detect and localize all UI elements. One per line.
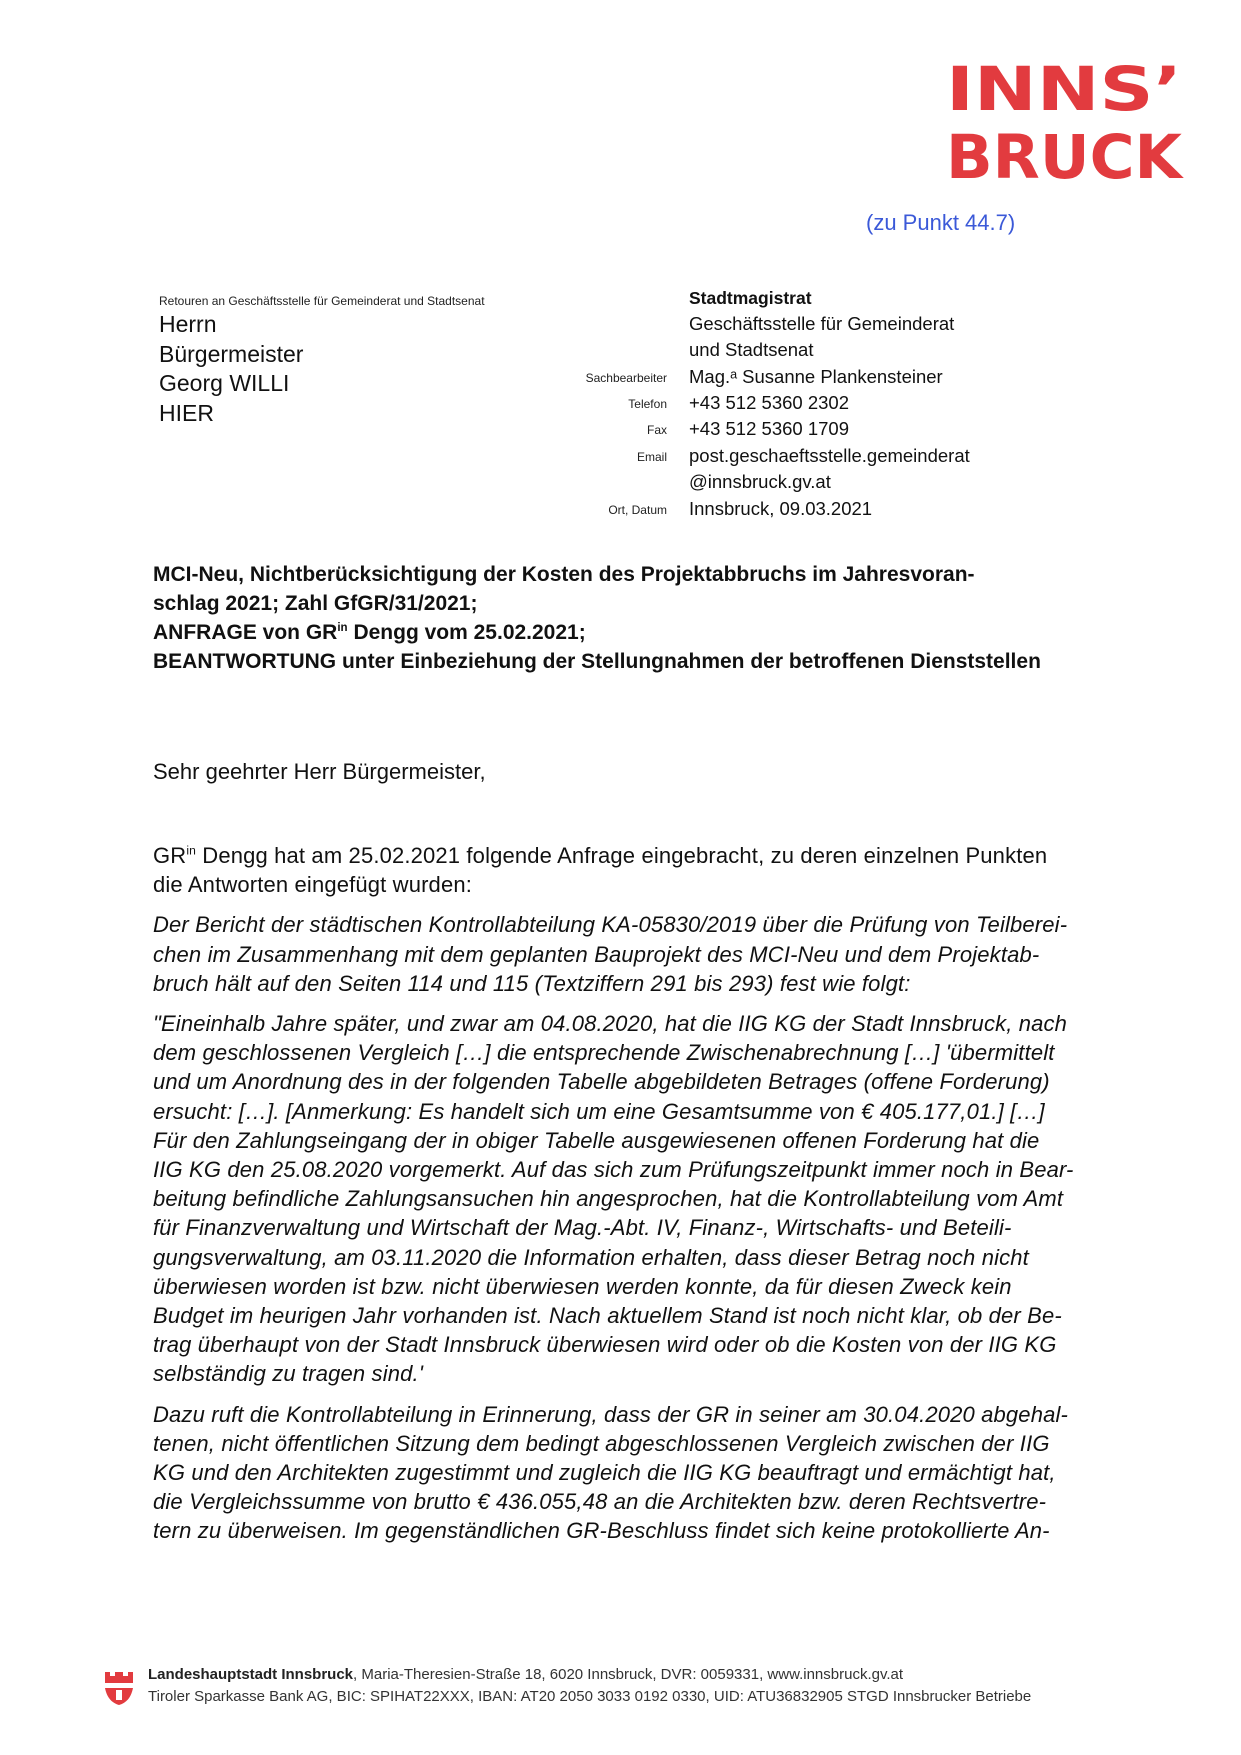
quote-paragraph-1 xyxy=(153,910,1143,998)
topic-reference: (zu Punkt 44.7) xyxy=(866,210,1016,235)
footer xyxy=(104,1666,1204,1716)
email-value-line1: post.geschaeftsstelle.gemeinderat xyxy=(689,445,970,466)
sender-clerk-row xyxy=(440,366,1240,392)
subject-line: ANFRAGE von $GR^{in}$ Dengg vom 25.02.2021; xyxy=(153,621,586,644)
email-label: Email xyxy=(636,450,667,464)
text-line: Der Bericht der städtischen Kontrollabteilung KA-05830/2019 über die Prüfung von Teilberei- xyxy=(153,912,1068,938)
text-line: ersucht: […]. [Anmerkung: Es handelt sich um eine Gesamtsumme von € 405.177,01.] […] xyxy=(153,1098,1045,1124)
sender-email-row xyxy=(440,445,1240,471)
text-line: überwiesen worden ist bzw. nicht überwiesen werden konnte, da für diesen Zweck kein xyxy=(153,1273,1012,1299)
footer-bank-line: Tiroler Sparkasse Bank AG, BIC: SPIHAT22XXX, IBAN: AT20 2050 3033 0192 0330, UID: ATU36832905 STGD Innsbrucker Betriebe xyxy=(148,1688,1032,1705)
text-line: trag überhaupt von der Stadt Innsbruck überwiesen wird oder ob die Kosten von der IIG KG xyxy=(153,1332,1057,1358)
text-line: die Vergleichssumme von brutto € 436.055,48 an die Architekten bzw. deren Rechtsvertre- xyxy=(153,1489,1047,1515)
text-line: bruch hält auf den Seiten 114 und 115 (Textziffern 291 bis 293) fest wie folgt: xyxy=(153,970,911,996)
text-line: tern zu überweisen. Im gegenständlichen GR-Beschluss findet sich keine protokollierte An- xyxy=(153,1518,1050,1544)
sender-email-row xyxy=(440,471,1240,497)
sender-fax-row xyxy=(440,418,1240,444)
text-line: "Eineinhalb Jahre später, und zwar am 04.08.2020, hat die IIG KG der Stadt Innsbruck, nach xyxy=(153,1011,1068,1037)
sender-dept-row xyxy=(440,313,1240,339)
text-line: und um Anordnung des in der folgenden Tabelle abgebildeten Betrages (offene Forderung) xyxy=(153,1069,1050,1095)
text-line: Budget im heurigen Jahr vorhanden ist. Nach aktuellem Stand ist noch nicht klar, ob der Be- xyxy=(153,1303,1062,1329)
sender-phone-row xyxy=(440,392,1240,418)
text-line: für Finanzverwaltung und Wirtschaft der Mag.-Abt. IV, Finanz-, Wirtschafts- und Beteili- xyxy=(153,1215,1012,1241)
date-label: Ort, Datum xyxy=(608,503,667,517)
recipient-line: Bürgermeister xyxy=(159,340,304,367)
sender-dept-line1: Geschäftsstelle für Gemeinderat xyxy=(689,313,955,334)
recipient-line: HIER xyxy=(159,399,214,426)
text-line: IIG KG den 25.08.2020 vorgemerkt. Auf das sich zum Prüfungszeitpunkt immer noch in Bear- xyxy=(153,1157,1074,1183)
text-line: gungsverwaltung, am 03.11.2020 die Information erhalten, dass dieser Betrag noch nicht xyxy=(153,1244,1029,1270)
text-line: tenen, nicht öffentlichen Sitzung dem bedingt abgeschlossenen Vergleich zwischen der IIG xyxy=(153,1430,1050,1456)
logo-line1: INNS’ xyxy=(946,54,1182,125)
fax-value: +43 512 5360 1709 xyxy=(689,418,849,439)
sender-dept-row xyxy=(440,339,1240,365)
email-value-line2: @innsbruck.gv.at xyxy=(689,471,831,492)
text-line: selbständig zu tragen sind.' xyxy=(153,1361,424,1387)
intro-paragraph xyxy=(153,841,1143,899)
text-line: Dazu ruft die Kontrollabteilung in Erinnerung, dass der GR in seiner am 30.04.2020 abgehal- xyxy=(153,1401,1068,1427)
innsbruck-logo xyxy=(946,54,1196,182)
recipient-line: Herrn xyxy=(159,311,217,337)
sender-office: Stadtmagistrat xyxy=(689,288,812,308)
return-address-line: Retouren an Geschäftsstelle für Gemeinderat und Stadtsenat xyxy=(159,294,485,308)
clerk-value: Mag.ᵃ Susanne Plankensteiner xyxy=(689,366,943,387)
footer-address-line: Landeshauptstadt Innsbruck, Maria-Theresien-Straße 18, 6020 Innsbruck, DVR: 0059331, www.innsbruck.gv.at xyxy=(148,1666,904,1683)
subject-line: schlag 2021; Zahl GfGR/31/2021; xyxy=(153,592,478,615)
text-line: beitung befindliche Zahlungsansuchen hin angesprochen, hat die Kontrollabteilung vom Amt xyxy=(153,1186,1064,1212)
subject-line: MCI-Neu, Nichtberücksichtigung der Kosten des Projektabbruchs im Jahresvoran- xyxy=(153,563,975,586)
salutation: Sehr geehrter Herr Bürgermeister, xyxy=(153,759,486,784)
logo-line2: BRUCK xyxy=(946,122,1185,182)
text-line: chen im Zusammenhang mit dem geplanten Bauprojekt des MCI-Neu und dem Projektab- xyxy=(153,941,1040,967)
text-line: $GR^{in}$ Dengg hat am 25.02.2021 folgende Anfrage eingebracht, zu deren einzelnen Punkten xyxy=(153,843,1048,868)
text-line: KG und den Architekten zugestimmt und zugleich die IIG KG beauftragt und ermächtigt hat, xyxy=(153,1460,1056,1486)
sender-date-row xyxy=(440,498,1240,524)
letter-body xyxy=(153,841,1143,1546)
quote-paragraph-3 xyxy=(153,1400,1143,1546)
sender-dept-line2: und Stadtsenat xyxy=(689,339,814,360)
clerk-label: Sachbearbeiter xyxy=(585,371,667,385)
date-value: Innsbruck, 09.03.2021 xyxy=(689,498,873,519)
phone-label: Telefon xyxy=(628,397,667,411)
recipient-line: Georg WILLI xyxy=(159,370,290,396)
text-line: Für den Zahlungseingang der in obiger Tabelle ausgewiesenen offenen Forderung hat die xyxy=(153,1127,1040,1153)
text-line: dem geschlossenen Vergleich […] die entsprechende Zwischenabrechnung […] 'übermittelt xyxy=(153,1040,1055,1066)
recipient-block xyxy=(159,310,303,428)
fax-label: Fax xyxy=(646,423,667,437)
city-emblem-icon xyxy=(104,1668,134,1708)
subject-block xyxy=(153,560,1133,676)
phone-value: +43 512 5360 2302 xyxy=(689,392,849,413)
quote-paragraph-2 xyxy=(153,1009,1143,1389)
subject-line: BEANTWORTUNG unter Einbeziehung der Stellungnahmen der betroffenen Dienststellen xyxy=(153,650,1041,673)
text-line: die Antworten eingefügt wurden: xyxy=(153,872,472,898)
